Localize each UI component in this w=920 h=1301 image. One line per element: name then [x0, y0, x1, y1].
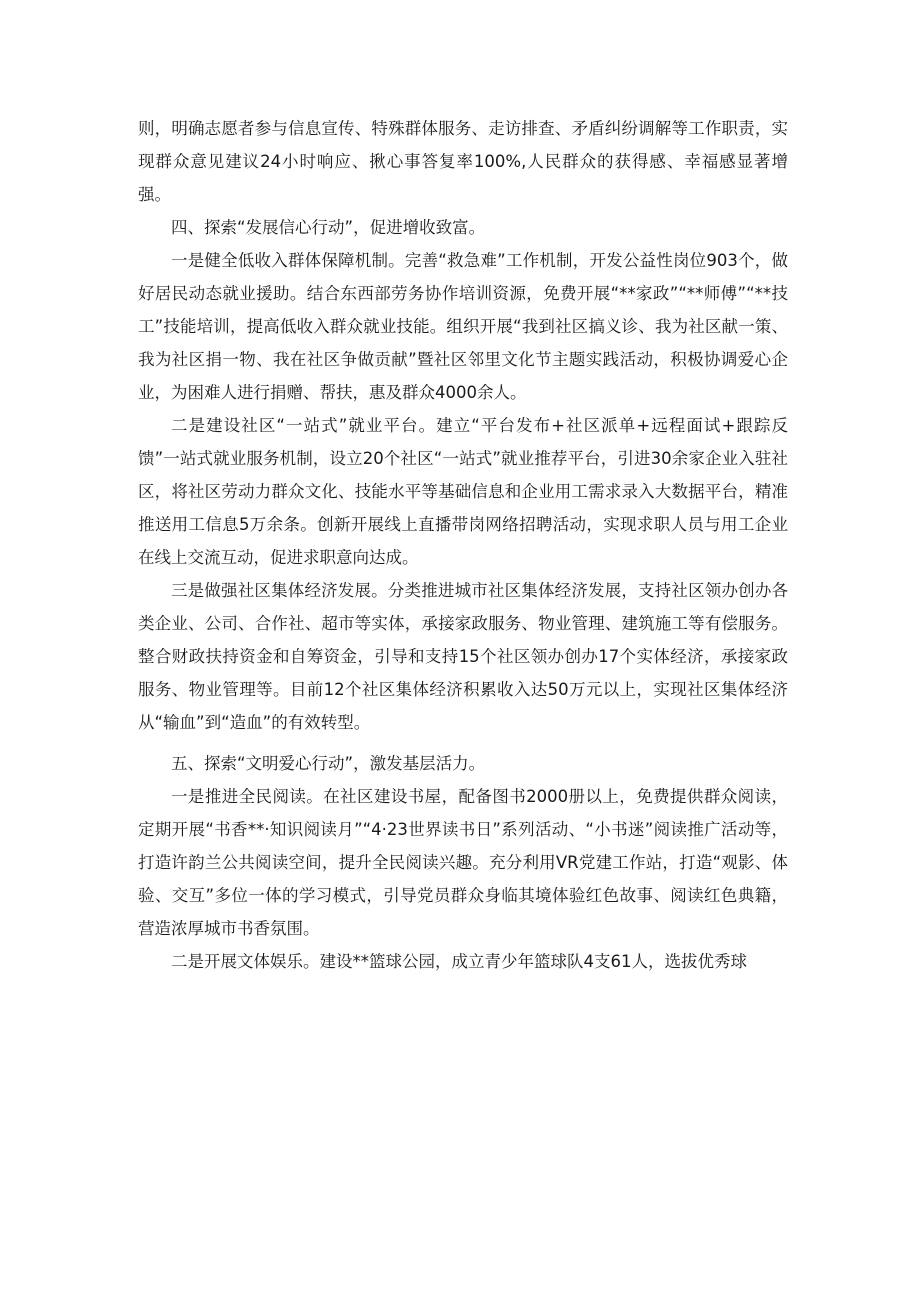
- paragraph-employment-platform: 二是建设社区“一站式”就业平台。建立“平台发布+社区派单+远程面试+跟踪反馈”一站式就业服务机制，设立20个社区“一站式”就业推荐平台，引进30余家企业入驻社区，将社区劳动力群众文化、技能水平等基础信息和企业用工需求录入大数据平台，精准推送用工信息5万余条。创新开展线上直播带岗网络招聘活动，实现求职人员与用工企业在线上交流互动，促进求职意向达成。: [138, 416, 788, 567]
- paragraph-collective-economy: 三是做强社区集体经济发展。分类推进城市社区集体经济发展，支持社区领办创办各类企业、公司、合作社、超市等实体，承接家政服务、物业管理、建筑施工等有偿服务。整合财政扶持资金和自筹资金，引导和支持15个社区领办创办17个实体经济，承接家政服务、物业管理等。目前12个社区集体经济积累收入达50万元以上，实现社区集体经济从“输血”到“造血”的有效转型。: [138, 581, 788, 732]
- section-heading-four: 四、探索“发展信心行动”，促进增收致富。: [171, 218, 486, 237]
- paragraph-low-income-support: 一是健全低收入群体保障机制。完善“救急难”工作机制，开发公益性岗位903个，做好居民动态就业援助。结合东西部劳务协作培训资源，免费开展“**家政”“**师傅”“**技工”技能培训，提高低收入群众就业技能。组织开展“我到社区搞义诊、我为社区献一策、我为社区捐一物、我在社区争做贡献”暨社区邻里文化节主题实践活动，积极协调爱心企业，为困难人进行捐赠、帮扶，惠及群众4000余人。: [138, 251, 788, 402]
- paragraph-national-reading: 一是推进全民阅读。在社区建设书屋，配备图书2000册以上，免费提供群众阅读，定期开展“书香**·知识阅读月”“4·23世界读书日”系列活动、“小书迷”阅读推广活动等，打造许韵兰公共阅读空间，提升全民阅读兴趣。充分利用VR党建工作站，打造“观影、体验、交互”多位一体的学习模式，引导党员群众身临其境体验红色故事、阅读红色典籍，营造浓厚城市书香氛围。: [138, 787, 788, 938]
- document-body: [138, 112, 788, 978]
- paragraph-continuation: 则，明确志愿者参与信息宣传、特殊群体服务、走访排查、矛盾纠纷调解等工作职责，实现群众意见建议24小时响应、揪心事答复率100%,人民群众的获得感、幸福感显著增强。: [138, 119, 788, 204]
- section-heading-five: 五、探索“文明爱心行动”，激发基层活力。: [171, 754, 486, 773]
- paragraph-sports-entertainment: 二是开展文体娱乐。建设**篮球公园，成立青少年篮球队4支61人，选拔优秀球: [171, 952, 747, 971]
